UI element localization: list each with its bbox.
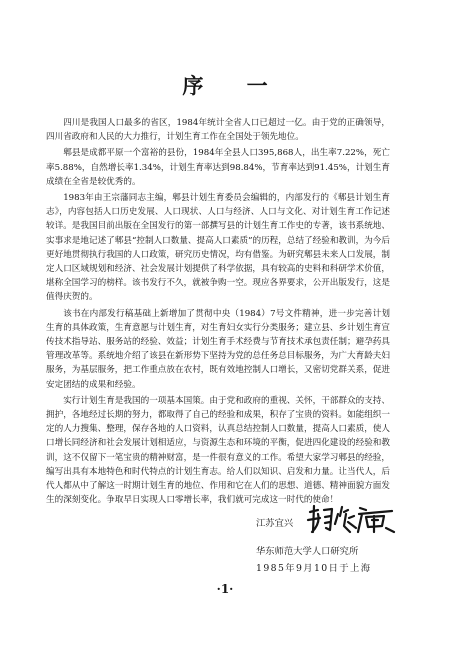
signature-institution: 华东师范大学人口研究所 bbox=[256, 546, 359, 557]
page-number: ·1· bbox=[216, 582, 234, 596]
paragraph-1: 四川是我国人口最多的省区，1984年统计全省人口已超过一亿。由于党的正确领导，四川省政府和人民的大力推行，计划生育工作在全国处于领先地位。 bbox=[46, 118, 390, 143]
signature-place: 江苏宜兴 bbox=[256, 518, 294, 529]
preface-body bbox=[46, 116, 390, 507]
paragraph-2: 郫县是成都平原一个富裕的县份，1984年全县人口395,868人，出生率7.22%，死亡率5.88%，自然增长率1.34%，计划生育率达到98.84%，节育率达到91.45%，计划生育成绩在全省是较优秀的。 bbox=[46, 148, 390, 187]
paragraph-5: 实行计划生育是我国的一项基本国策。由于党和政府的重视、关怀，干部群众的支持、拥护，各地经过长期的努力，都取得了自己的经验和成果，积存了宝贵的资料。如能组织一定的人力搜集、整理，保存各地的人口资料，认真总结控制人口数量，提高人口素质，使人口增长同经济和社会发展计划相适应，与资源生态和环境的平衡，促进四化建设的经验和教训，这不仅留下一笔宝贵的精神财富，是一件很有意义的工作。希望大家学习郫县的经验，编写出具有本地特色和时代特点的计划生育志。给人们以知识、启发和力量。让当代人，后代人都从中了解这一时期计划生育的地位、作用和它在人们的思想、道德、精神面貌方面发生的深刻变化。争取早日实现人口零增长率，我们就可完成这一时代的使命！ bbox=[46, 395, 390, 506]
preface-title: 序 一 bbox=[182, 73, 286, 98]
signature-date: 1985年9月10日于上海 bbox=[256, 563, 372, 574]
paragraph-3: 1983年由王宗藩同志主编，郫县计划生育委员会编辑的，内部发行的《郫县计划生育志》，内容包括人口历史发展、人口现状、人口与经济、人口与文化、对计划生育工作记述较详。是我国目前出版在全国发行的第一部撰写县的计划生育工作史的专著，该书系统地、实事求是地记述了郫县“控制人口数量、提高人口素质”的历程，总结了经验和教训，为今后更好地贯彻执行我国的人口政策，研究历史情况，均有借鉴。为研究郫县未来人口发展，制定人口区域规划和经济、社会发展计划提供了科学依据，具有较高的史料和科研学术价值，堪称全国学习的榜样。该书发行不久，就被争购一空。现应各界要求，公开出版发行，这是值得庆贺的。 bbox=[46, 193, 390, 303]
handwritten-signature bbox=[304, 502, 400, 536]
paragraph-4: 该书在内部发行稿基础上新增加了贯彻中央（1984）7号文件精神，进一步完善计划生育的具体政策，生育意愿与计划生育，对生育妇女实行分类服务；建立县、乡计划生育宣传技术指导站、服务站的经验、效益；计划生育手术经费与节育技术承包责任制；避孕药具管理改革等。系统地介绍了该县在新形势下坚持为党的总任务总目标服务，为广大育龄夫妇服务，为基层服务，把工作重点放在农村，既有效地控制人口增长，又密切党群关系，促进安定团结的成果和经验。 bbox=[46, 308, 390, 390]
